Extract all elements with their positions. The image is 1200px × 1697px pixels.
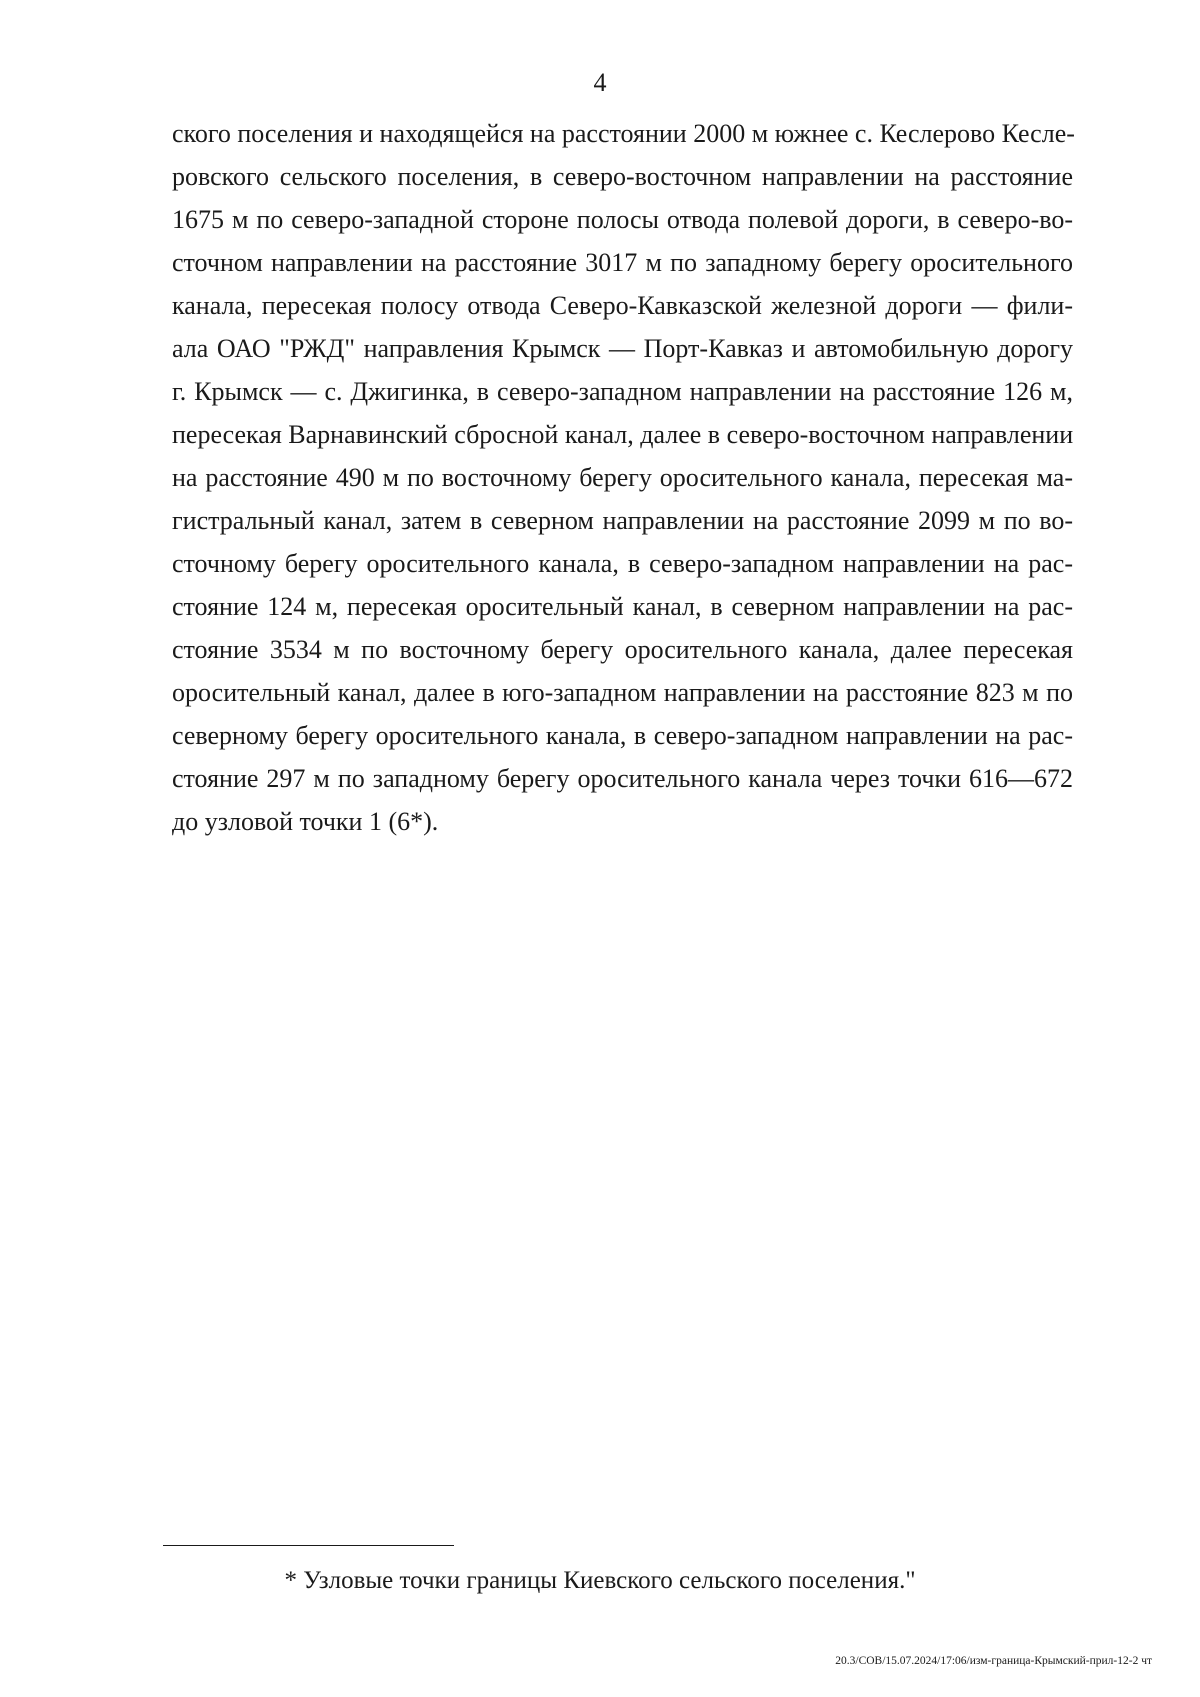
body-line: пересекая Варнавинский сбросной канал, далее в северо-восточном направлении (172, 420, 1074, 449)
footnote: * Узловые точки границы Киевского сельского поселения." (284, 1567, 916, 1594)
footnote-separator (163, 1545, 454, 1546)
body-line: на расстояние 490 м по восточному берегу оросительного канала, пересекая ма- (172, 463, 1073, 492)
body-line: сточному берегу оросительного канала, в северо-западном направлении на рас- (172, 549, 1073, 578)
body-line: стояние 297 м по западному берегу оросительного канала через точки 616—672 (172, 764, 1073, 793)
document-reference: 20.3/СОВ/15.07.2024/17:06/изм-граница-Крымский-прил-12-2 чт (835, 1655, 1152, 1667)
body-line: ала ОАО "РЖД" направления Крымск — Порт-Кавказ и автомобильную дорогу (172, 334, 1073, 363)
body-line: оросительный канал, далее в юго-западном направлении на расстояние 823 м по (172, 678, 1073, 707)
body-line: ского поселения и находящейся на расстоянии 2000 м южнее с. Кеслерово Кесле- (172, 119, 1075, 148)
body-line: до узловой точки 1 (6*). (172, 807, 439, 836)
body-line: стояние 3534 м по восточному берегу оросительного канала, далее пересекая (172, 635, 1073, 664)
body-line: северному берегу оросительного канала, в северо-западном направлении на рас- (172, 721, 1073, 750)
body-line: г. Крымск — с. Джигинка, в северо-западном направлении на расстояние 126 м, (172, 377, 1073, 406)
body-line: канала, пересекая полосу отвода Северо-Кавказской железной дороги — фили- (172, 291, 1073, 320)
body-line: 1675 м по северо-западной стороне полосы отвода полевой дороги, в северо-во- (172, 205, 1073, 234)
body-line: сточном направлении на расстояние 3017 м по западному берегу оросительного (172, 248, 1073, 277)
body-line: ровского сельского поселения, в северо-восточном направлении на расстояние (172, 162, 1073, 191)
body-paragraph (172, 112, 1073, 843)
body-line: гистральный канал, затем в северном направлении на расстояние 2099 м по во- (172, 506, 1073, 535)
page-number: 4 (593, 68, 607, 97)
body-line: стояние 124 м, пересекая оросительный канал, в северном направлении на рас- (172, 592, 1073, 621)
